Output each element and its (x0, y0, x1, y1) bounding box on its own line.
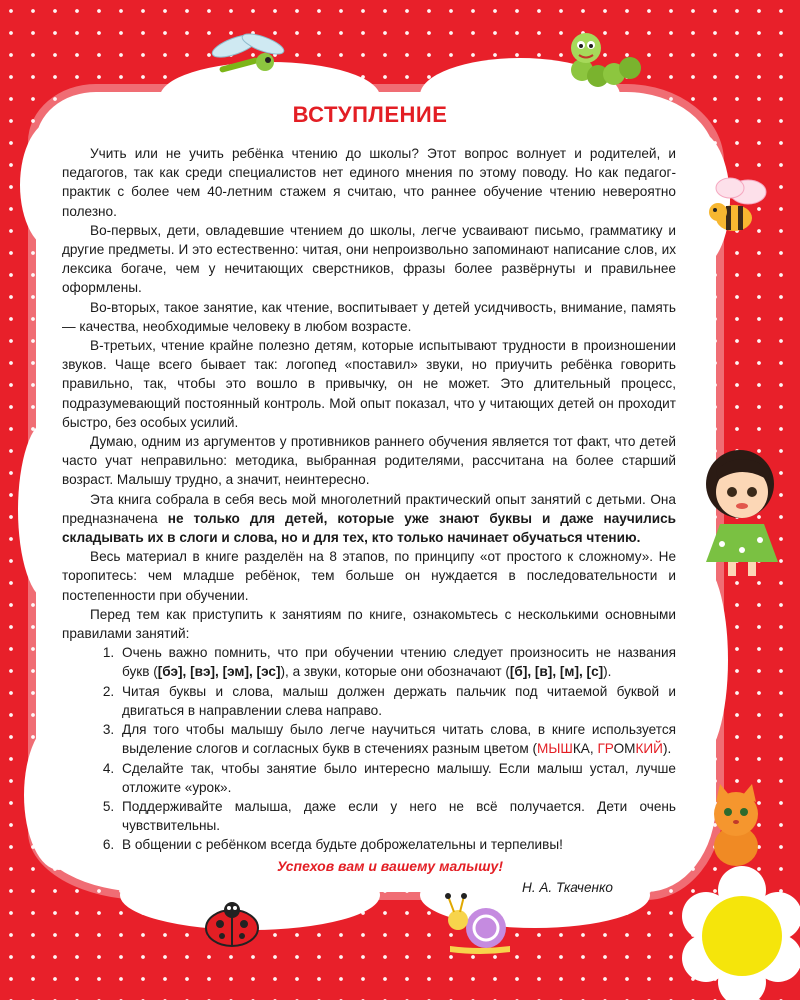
paragraph: В-третьих, чтение крайне полезно детям, которые испытывают трудности в произношении звуков. Чаще всего бывает так: логопед «поставил» звуки, но приучить ребёнка говорить правильно, так, чтобы это вошло в привычку, он не может. Это длительный процесс, подразумевающий постоянный контроль. Мой опыт показал, что у читающих детей он проходит быстро, без особых усилий. (62, 338, 676, 430)
paragraph: Весь материал в книге разделён на 8 этапов, по принципу «от простого к сложному». Не торопитесь: чем младше ребёнок, тем больше он нуждается в последовательности и постепенности при обучении. (62, 549, 676, 603)
rule-bold: [б], [в], [м], [с] (509, 664, 604, 680)
list-item: 4. Сделайте так, чтобы занятие было интересно малышу. Если малыш устал, лучше отложите «урок». (118, 759, 676, 797)
paper-wave (668, 560, 728, 760)
author-name: Н. А. Ткаченко (522, 880, 613, 895)
rule-text: ). (662, 741, 672, 757)
list-item: 5. Поддерживайте малыша, даже если у него не всё получается. Дети очень чувствительны. (118, 797, 676, 835)
snail-icon (440, 890, 520, 956)
paragraph: Думаю, одним из аргументов у противников раннего обучения является тот факт, что детей часто учат неправильно: методика, выбранная родителями, рассчитана на более старший возраст. Малышу трудно, а значит, неинтересно. (62, 434, 676, 488)
kitten-icon (696, 780, 776, 870)
rule-text: КА (572, 741, 590, 757)
rule-text: ), а звуки, которые они обозначают ( (280, 664, 510, 680)
list-item (118, 720, 676, 758)
paragraph (62, 490, 676, 548)
ladybug-icon (196, 900, 266, 950)
flower-icon (660, 860, 800, 1000)
list-item (118, 643, 676, 681)
paragraph: Перед тем как приступить к занятиям по книге, ознакомьтесь с несколькими основными правилами занятий: (62, 606, 676, 642)
highlight-syllable: МЫШ (537, 741, 573, 757)
rule-text: Очень важно помнить, что при обучении чтению следует произносить не названия букв ( (122, 645, 676, 680)
list-item: 2. Читая буквы и слова, малыш должен держать пальчик под читаемой буквой и двигаться в направлении слева направо. (118, 682, 676, 720)
paragraph: Учить или не учить ребёнка чтению до школы? Этот вопрос волнует и родителей, и педагогов, так как среди специалистов нет единого мнения по этому поводу. Но как педагог-практик с более чем 40-летним стажем я считаю, что раннее обучение чтению невероятно полезно. (62, 146, 676, 219)
highlight-syllable: ГР (597, 741, 614, 757)
closing-wish: Успехов вам и вашему малышу! (276, 858, 503, 874)
rule-bold: [бэ], [вэ], [эм], [эс] (157, 664, 281, 680)
rule-text: ОМ (613, 741, 636, 757)
caterpillar-icon (560, 24, 650, 96)
paragraph: Во-вторых, такое занятие, как чтение, воспитывает у детей усидчивость, внимание, память — качества, необходимые человеку в любом возрасте. (62, 299, 676, 334)
paragraph-bold: не только для детей, которые уже знают буквы и даже научились складывать их в слоги и слова, но и для тех, кто только начинает обучаться чтению. (62, 510, 676, 546)
highlight-syllable: КИЙ (635, 741, 663, 757)
rule-text: , (589, 741, 598, 757)
bee-icon (700, 170, 780, 250)
page-title: ВСТУПЛЕНИЕ (292, 102, 448, 127)
paragraph-text: Эта книга собрала в себя весь мой многолетний практический опыт занятий с детьми. Она предназначена (62, 491, 676, 526)
rules-list (62, 643, 676, 854)
rule-text: ). (603, 664, 612, 680)
list-item: 6. В общении с ребёнком всегда будьте доброжелательны и терпеливы! (118, 835, 676, 854)
rule-text: Для того чтобы малышу было легче научиться читать слова, в книге используется выделение слогов и согласных букв в стечениях разным цветом ( (122, 722, 676, 757)
intro-text (62, 144, 676, 855)
paragraph: Во-первых, дети, овладевшие чтением до школы, легче усваивают письмо, грамматику и другие предметы. И это естественно: читая, они непроизвольно запоминают написание слов, их лексика богаче, чем у нечитающих сверстников, фразы более развёрнуты и правильнее оформлены. (62, 222, 676, 296)
doll-girl-icon (692, 440, 792, 580)
dragonfly-icon (205, 28, 295, 88)
